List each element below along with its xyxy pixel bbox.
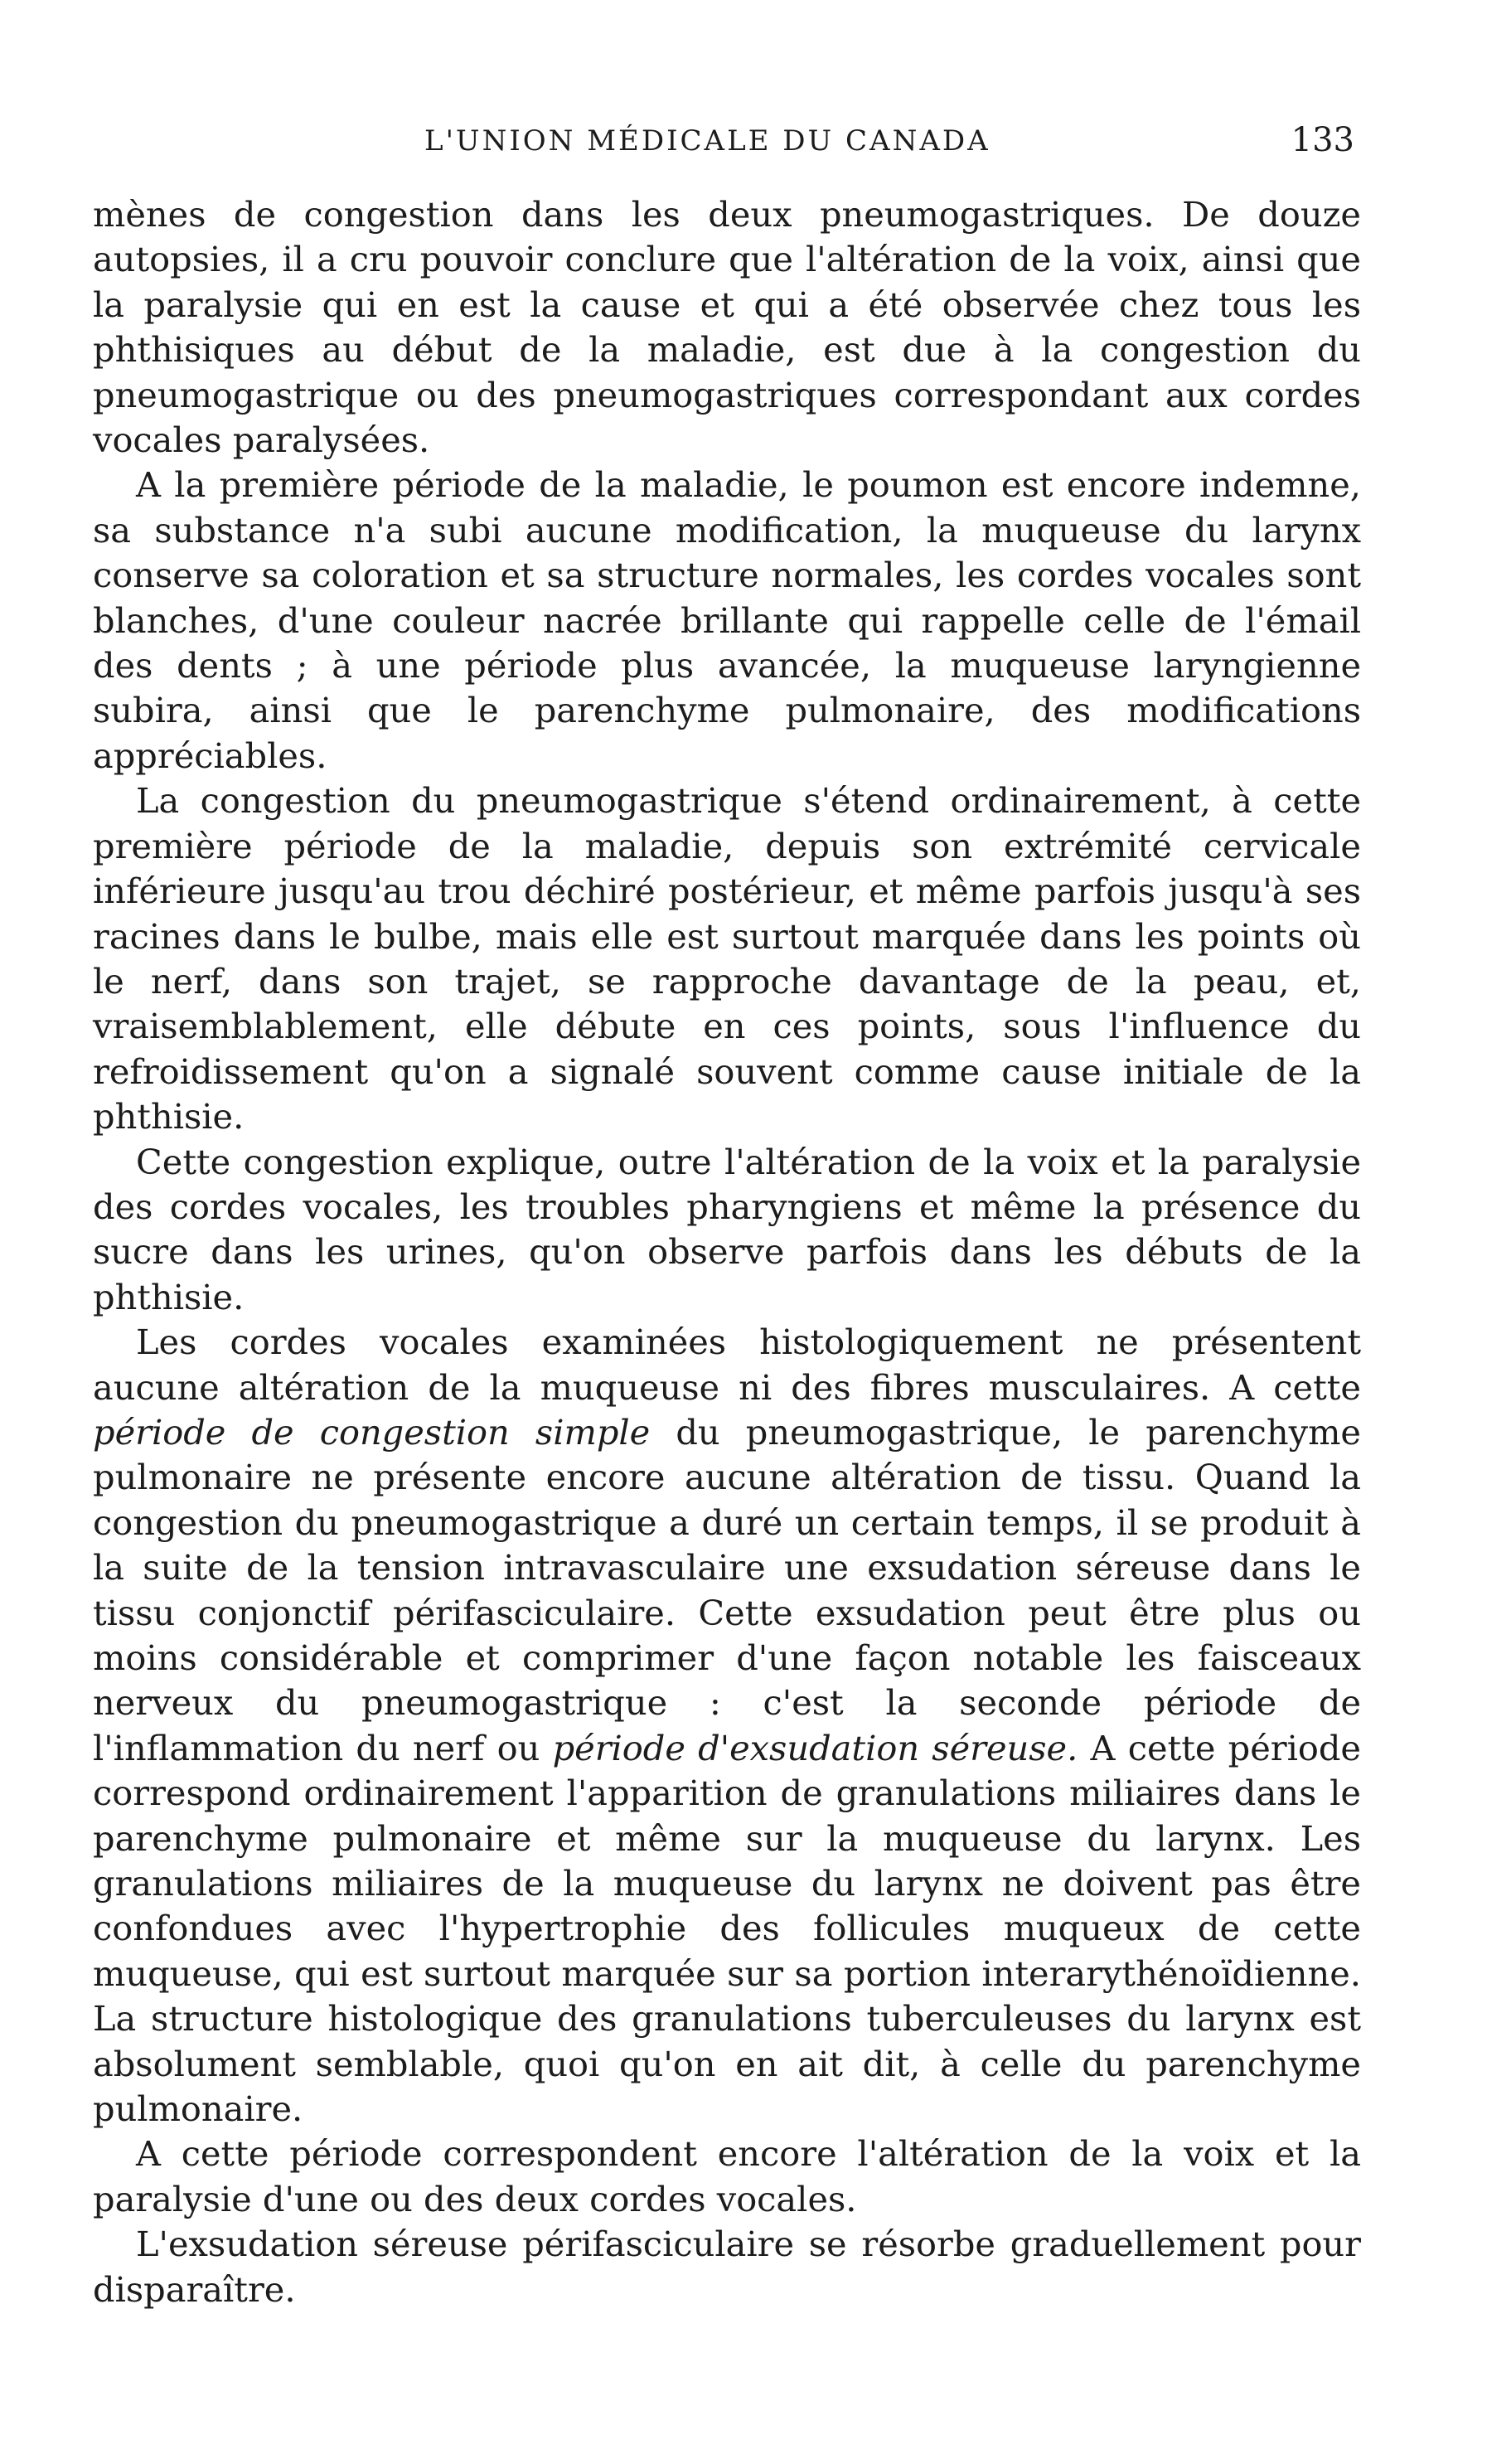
paragraph-4: Cette congestion explique, outre l'altération de la voix et la paralysie des cordes vocales, les troubles pharyngiens et même la présence du sucre dans les urines, qu'on observe parfois dans les débuts de la phthisie.: [93, 1141, 1361, 1317]
paragraph-6: A cette période correspondent encore l'altération de la voix et la paralysie d'une ou des deux cordes vocales.: [93, 2133, 1361, 2219]
italic-phrase-exsudation-sereuse: période d'exsudation séreuse.: [552, 1727, 1078, 1768]
italic-phrase-congestion-simple: période de congestion simple: [93, 1411, 651, 1453]
paragraph-5-part-c: A cette période correspond ordinairement l'apparition de granulations miliaires dans le parenchyme pulmonaire et même sur la muqueuse du larynx. Les granulations miliaires de la muqueuse du larynx ne doivent pas être confondues avec l'hypertrophie des follicules muqueux de cette muqueuse, qui est surtout marquée sur sa portion interarythénoïdienne. La structure histologique des granulations tuberculeuses du larynx est absolument semblable, quoi qu'on en ait dit, à celle du parenchyme pulmonaire.: [93, 1727, 1361, 2130]
running-head: [93, 121, 1361, 174]
page-number: 133: [1291, 121, 1354, 159]
journal-title: L'UNION MÉDICALE DU CANADA: [424, 124, 991, 158]
paragraph-2: A la première période de la maladie, le poumon est encore indemne, sa substance n'a subi aucune modification, la muqueuse du larynx conserve sa coloration et sa structure normales, les cordes vocales sont blanches, d'une couleur nacrée brillante qui rappelle celle de l'émail des dents ; à une période plus avancée, la muqueuse laryngienne subira, ainsi que le parenchyme pulmonaire, des modifications appréciables.: [93, 464, 1361, 776]
body-text: [93, 192, 1361, 2312]
paragraph-5-part-b: du pneumogastrique, le parenchyme pulmonaire ne présente encore aucune altération de tissu. Quand la congestion du pneumogastrique a duré un certain temps, il se produit à la suite de la tension intravasculaire une exsudation séreuse dans le tissu conjonctif périfasciculaire. Cette exsudation peut être plus ou moins considérable et comprimer d'une façon notable les faisceaux nerveux du pneumogastrique : c'est la seconde période de l'inflammation du nerf ou: [93, 1411, 1361, 1768]
paragraph-3: La congestion du pneumogastrique s'étend ordinairement, à cette première période de la maladie, depuis son extrémité cervicale inférieure jusqu'au trou déchiré postérieur, et même parfois jusqu'à ses racines dans le bulbe, mais elle est surtout marquée dans les points où le nerf, dans son trajet, se rapproche davantage de la peau, et, vraisemblablement, elle débute en ces points, sous l'influence du refroidissement qu'on a signalé souvent comme cause initiale de la phthisie.: [93, 780, 1361, 1137]
paragraph-1: mènes de congestion dans les deux pneumogastriques. De douze autopsies, il a cru pouvoir conclure que l'altération de la voix, ainsi que la paralysie qui en est la cause et qui a été observée chez tous les phthisiques au début de la maladie, est due à la congestion du pneumogastrique ou des pneumogastriques correspondant aux cordes vocales paralysées.: [93, 194, 1361, 461]
paragraph-7: L'exsudation séreuse périfasciculaire se résorbe graduellement pour disparaître.: [93, 2224, 1361, 2310]
paragraph-5: [93, 1320, 1361, 2132]
paragraph-5-part-a: Les cordes vocales examinées histologiquement ne présentent aucune altération de la muqueuse ni des fibres musculaires. A cette: [93, 1322, 1361, 1408]
book-page: [93, 121, 1361, 2312]
